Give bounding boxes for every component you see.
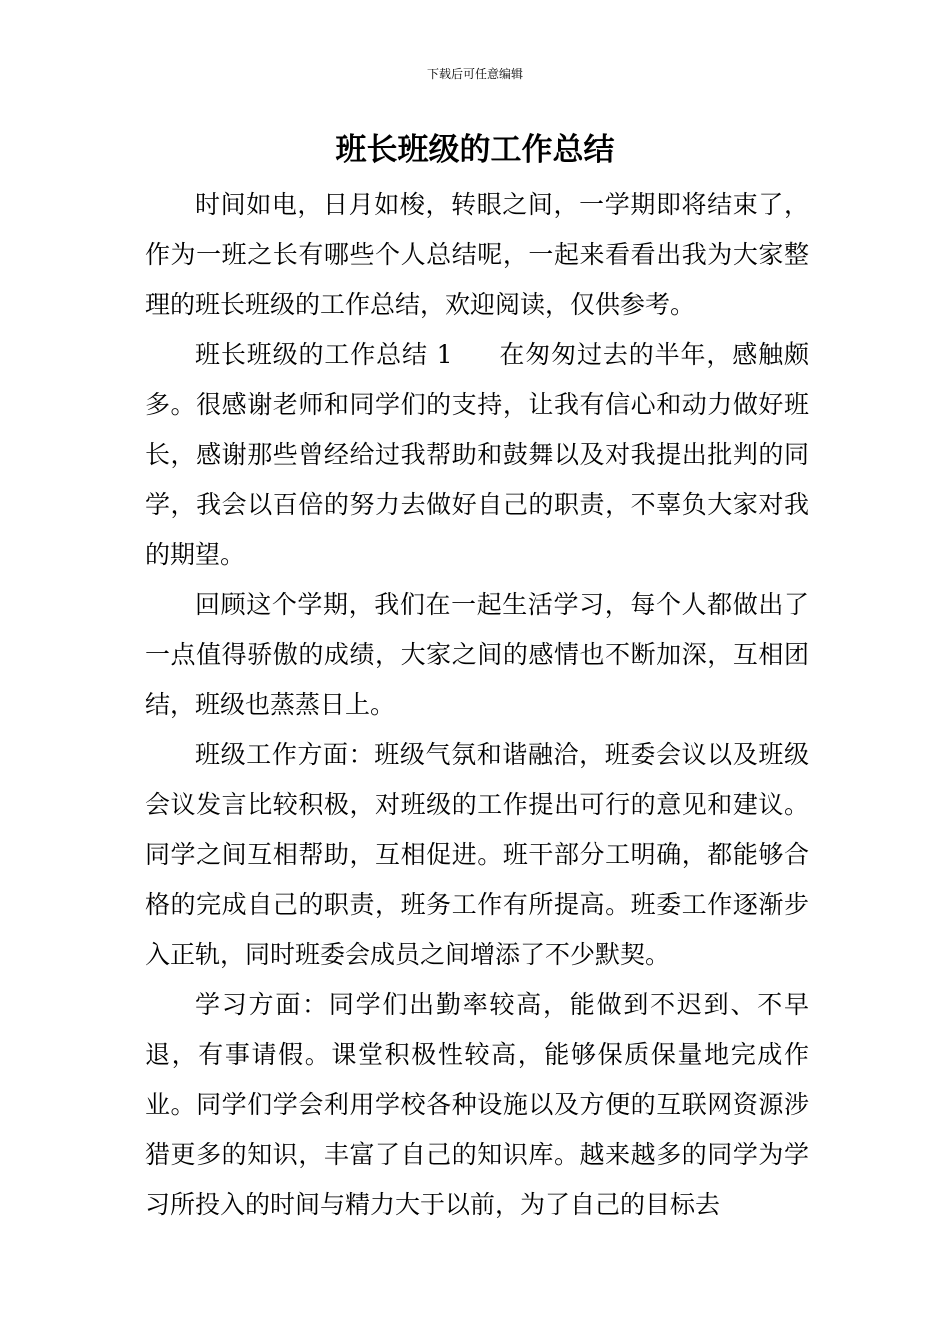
study-paragraph: 学习方面：同学们出勤率较高，能做到不迟到、不早退，有事请假。课堂积极性较高，能够保质保量地完成作业。同学们学会利用学校各种设施以及方便的互联网资源涉猎更多的知识，丰富了自己的知识库。越来越多的同学为学习所投入的时间与精力大于以前，为了自己的目标去 [145,990,809,1219]
section-1-heading: 班长班级的工作总结 1 [195,340,453,369]
section-1-paragraph [145,330,809,580]
page-title: 班长班级的工作总结 [335,132,615,168]
header-note: 下载后可任意编辑 [426,67,523,81]
section-1-text: 在匆匆过去的半年，感触颇多。很感谢老师和同学们的支持，让我有信心和动力做好班长，感谢那些曾经给过我帮助和鼓舞以及对我提出批判的同学，我会以百倍的努力去做好自己的职责，不辜负大家对我的期望。 [145,340,809,569]
intro-paragraph: 时间如电，日月如梭，转眼之间，一学期即将结束了，作为一班之长有哪些个人总结呢，一起来看看出我为大家整理的班长班级的工作总结，欢迎阅读，仅供参考。 [145,190,809,319]
review-paragraph: 回顾这个学期，我们在一起生活学习，每个人都做出了一点值得骄傲的成绩，大家之间的感情也不断加深，互相团结，班级也蒸蒸日上。 [145,590,809,719]
class-work-paragraph: 班级工作方面：班级气氛和谐融洽，班委会议以及班级会议发言比较积极，对班级的工作提出可行的意见和建议。同学之间互相帮助，互相促进。班干部分工明确，都能够合格的完成自己的职责，班务工作有所提高。班委工作逐渐步入正轨，同时班委会成员之间增添了不少默契。 [145,740,809,969]
document-body [145,180,809,1230]
